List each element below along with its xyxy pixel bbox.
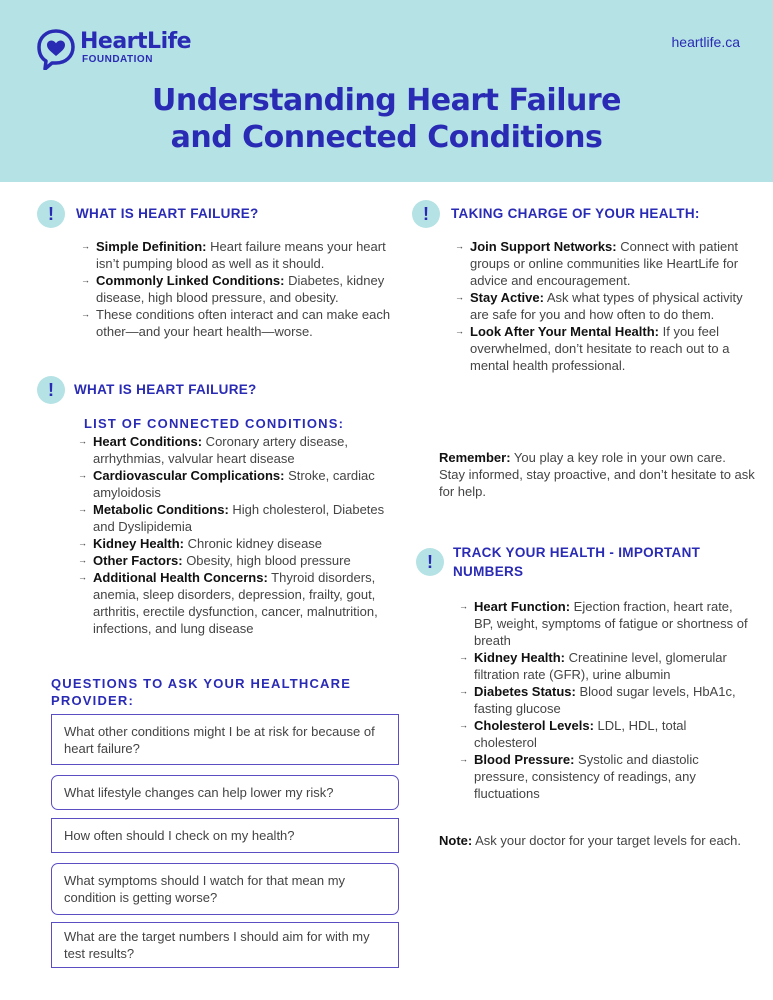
list-item: [459, 683, 749, 717]
list-item: [78, 433, 406, 467]
item-label: Commonly Linked Conditions:: [96, 273, 285, 288]
question-text: What are the target numbers I should aim for with my test results?: [64, 929, 370, 961]
question-box: [51, 818, 399, 853]
item-text: Chronic kidney disease: [184, 536, 323, 551]
logo[interactable]: [36, 28, 196, 70]
question-box: [51, 775, 399, 810]
section-title: [453, 539, 700, 581]
item-text: Ejection fraction, heart rate, BP, weight, symptoms of fatigue or shortness of breath: [474, 599, 748, 648]
question-box: [51, 714, 399, 765]
section-connected-conditions-header: [37, 376, 257, 404]
item-text: Connect with patient groups or online communities like HeartLife for advice and encouragement.: [470, 239, 739, 288]
remember-note: [439, 449, 755, 500]
list-item: [455, 289, 745, 323]
item-label: Metabolic Conditions:: [93, 502, 229, 517]
list-item: [459, 649, 749, 683]
exclamation-icon: !: [37, 376, 65, 404]
list-item: [81, 306, 403, 340]
item-text: Stroke, cardiac amyloidosis: [93, 468, 375, 500]
question-text: What other conditions might I be at risk for because of heart failure?: [64, 723, 375, 756]
item-label: Blood Pressure:: [474, 752, 575, 767]
remember-text: You play a key role in your own care. Stay informed, stay proactive, and don’t hesitate to ask for help.: [439, 450, 755, 499]
item-label: Cholesterol Levels:: [474, 718, 594, 733]
exclamation-icon: !: [416, 548, 444, 576]
item-label: Kidney Health:: [93, 536, 185, 551]
item-text: Systolic and diastolic pressure, consistency of readings, any fluctuations: [474, 752, 699, 801]
list-item: [78, 501, 406, 535]
item-label: Look After Your Mental Health:: [470, 324, 659, 339]
section-track-health-header: [416, 539, 700, 581]
section-what-is-heart-failure-header: [37, 200, 259, 228]
item-label: Other Factors:: [93, 553, 183, 568]
item-text: Blood sugar levels, HbA1c, fasting glucose: [474, 684, 736, 716]
item-label: Additional Health Concerns:: [93, 570, 268, 585]
taking-charge-list: [455, 238, 745, 374]
section-title-line-1: TRACK YOUR HEALTH - IMPORTANT: [453, 545, 701, 560]
list-item: [78, 535, 406, 552]
list-item: [459, 751, 749, 802]
item-text: Obesity, high blood pressure: [182, 553, 351, 568]
item-label: Stay Active:: [470, 290, 544, 305]
logo-subtitle: FOUNDATION: [82, 54, 153, 65]
item-text: Coronary artery disease, arrhythmias, valvular heart disease: [93, 434, 349, 466]
item-text: High cholesterol, Diabetes and Dyslipidemia: [93, 502, 385, 534]
section-title-line-2: NUMBERS: [453, 564, 524, 579]
questions-title-line-1: QUESTIONS TO ASK YOUR HEALTHCARE: [51, 676, 352, 691]
question-text: How often should I check on my health?: [64, 828, 295, 843]
list-item: [78, 569, 406, 637]
question-box: [51, 922, 399, 968]
list-item: [459, 717, 749, 751]
item-label: Heart Conditions:: [93, 434, 203, 449]
list-item: [81, 272, 403, 306]
item-text: Heart failure means your heart isn’t pumping blood as well as it should.: [96, 239, 386, 271]
item-text: If you feel overwhelmed, don’t hesitate to reach out to a mental health professional.: [470, 324, 730, 373]
heart-speech-bubble-icon: [36, 28, 76, 70]
questions-title: [51, 675, 351, 709]
item-text: These conditions often interact and can make each other—and your heart health—worse.: [96, 307, 391, 339]
heart-failure-definition-list: [81, 238, 403, 340]
item-label: Heart Function:: [474, 599, 571, 614]
section-title: WHAT IS HEART FAILURE?: [74, 382, 257, 397]
note-text-block: [439, 832, 755, 849]
item-label: Diabetes Status:: [474, 684, 576, 699]
item-label: Join Support Networks:: [470, 239, 617, 254]
header-banner: [0, 0, 773, 182]
item-label: Simple Definition:: [96, 239, 207, 254]
section-title: TAKING CHARGE OF YOUR HEALTH:: [451, 206, 700, 221]
list-item: [459, 598, 749, 649]
item-text: Thyroid disorders, anemia, sleep disorders, depression, frailty, gout, arthritis, erectile dysfunction, cancer, malnutrition, infections, and lung disease: [93, 570, 378, 636]
item-label: Kidney Health:: [474, 650, 566, 665]
note-label: Note:: [439, 833, 473, 848]
list-item: [455, 238, 745, 289]
logo-name: HeartLife: [80, 29, 192, 54]
list-item: [78, 467, 406, 501]
list-item: [81, 238, 403, 272]
connected-conditions-list: [78, 433, 406, 637]
list-item: [78, 552, 406, 569]
question-text: What lifestyle changes can help lower my risk?: [64, 785, 334, 800]
question-box: [51, 863, 399, 915]
page-title-line-2: and Connected Conditions: [170, 120, 603, 155]
item-text: LDL, HDL, total cholesterol: [474, 718, 687, 750]
item-text: Creatinine level, glomerular filtration rate (GFR), urine albumin: [474, 650, 727, 682]
section-taking-charge-header: [412, 200, 700, 228]
page-title-line-1: Understanding Heart Failure: [152, 83, 621, 118]
connected-conditions-subtitle: LIST OF CONNECTED CONDITIONS:: [84, 416, 345, 431]
item-label: Cardiovascular Complications:: [93, 468, 285, 483]
item-text: Diabetes, kidney disease, high blood pressure, and obesity.: [96, 273, 385, 305]
site-url-link[interactable]: heartlife.ca: [671, 34, 740, 50]
item-text: Ask what types of physical activity are safe for you and how often to do them.: [470, 290, 743, 322]
exclamation-icon: !: [37, 200, 65, 228]
page-title: [0, 82, 773, 156]
remember-label: Remember:: [439, 450, 511, 465]
important-numbers-list: [459, 598, 749, 802]
note-text: Ask your doctor for your target levels for each.: [472, 833, 742, 848]
exclamation-icon: !: [412, 200, 440, 228]
section-title: WHAT IS HEART FAILURE?: [76, 206, 259, 221]
question-text: What symptoms should I watch for that mean my condition is getting worse?: [64, 873, 346, 905]
list-item: [455, 323, 745, 374]
questions-title-line-2: PROVIDER:: [51, 693, 135, 708]
